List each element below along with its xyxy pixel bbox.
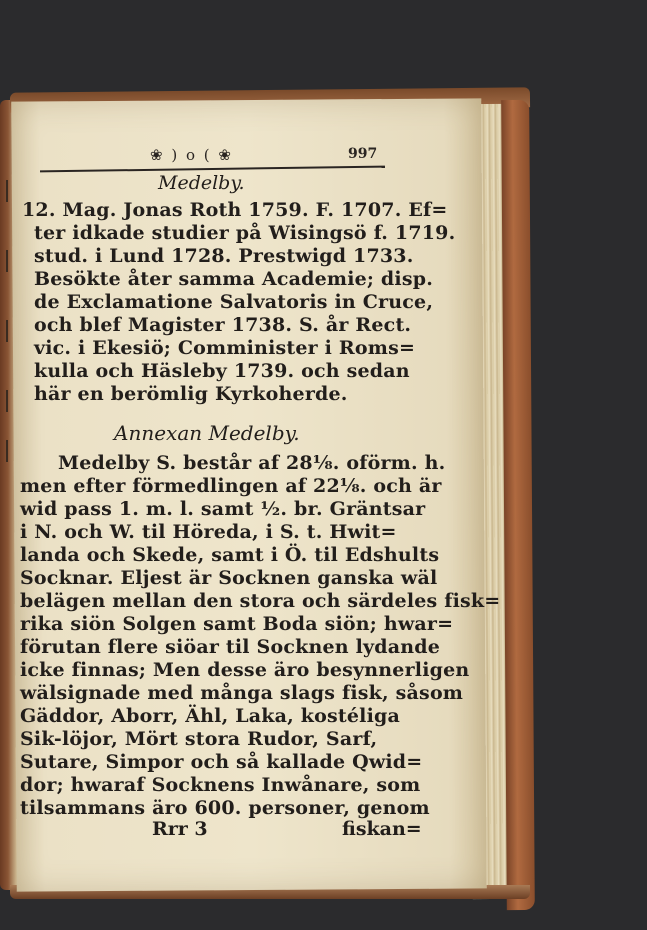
text-line: kulla och Häsleby 1739. och sedan [34, 360, 410, 382]
text-line: belägen mellan den stora och särdeles fisk= [20, 590, 501, 612]
text-line: landa och Skede, samt i Ö. til Edshults [20, 544, 440, 566]
text-line: Socknar. Eljest är Socknen ganska wäl [20, 567, 438, 589]
text-line: rika siön Solgen samt Boda siön; hwar= [20, 613, 454, 635]
text-line: tilsammans äro 600. personer, genom [20, 797, 430, 819]
text-line: dor; hwaraf Socknens Inwånare, som [20, 774, 421, 796]
text-line: i N. och W. til Höreda, i S. t. Hwit= [20, 521, 397, 543]
header-ornament: ❀ ) o ( ❀ [150, 146, 233, 164]
running-head: Medelby. [158, 172, 245, 194]
section-heading: Annexan Medelby. [114, 421, 300, 445]
text-line: 12. Mag. Jonas Roth 1759. F. 1707. Ef= [22, 199, 448, 221]
text-line: förutan flere siöar til Socknen lydande [20, 636, 441, 658]
left-margin-marks [2, 180, 14, 780]
text-line: wälsignade med många slags fisk, såsom [20, 682, 464, 704]
text-line: icke finnas; Men desse äro besynnerligen [20, 659, 470, 681]
text-line: Besökte åter samma Academie; disp. [34, 268, 434, 290]
text-line: wid pass 1. m. l. samt ½. br. Gräntsar [20, 498, 426, 520]
text-line: de Exclamatione Salvatoris in Cruce, [34, 291, 434, 313]
signature-mark: Rrr 3 [152, 818, 208, 840]
text-line: ter idkade studier på Wisingsö f. 1719. [34, 222, 456, 244]
book-cover-right [501, 100, 535, 910]
text-line: men efter förmedlingen af 22⅛. och är [20, 475, 442, 497]
text-line: och blef Magister 1738. S. år Rect. [34, 314, 412, 336]
text-line: stud. i Lund 1728. Prestwigd 1733. [34, 245, 414, 267]
text-line: Medelby S. består af 28⅛. oförm. h. [58, 452, 446, 474]
catchword: fiskan= [342, 818, 422, 840]
text-line: vic. i Ekesiö; Comminister i Roms= [34, 337, 416, 359]
page-number: 997 [348, 146, 378, 162]
text-line: Sutare, Simpor och så kallade Qwid= [20, 751, 423, 773]
text-line: Sik-löjor, Mört stora Rudor, Sarf, [20, 728, 378, 750]
text-line: här en berömlig Kyrkoherde. [34, 383, 348, 405]
text-line: Gäddor, Aborr, Ähl, Laka, kostéliga [20, 705, 401, 727]
